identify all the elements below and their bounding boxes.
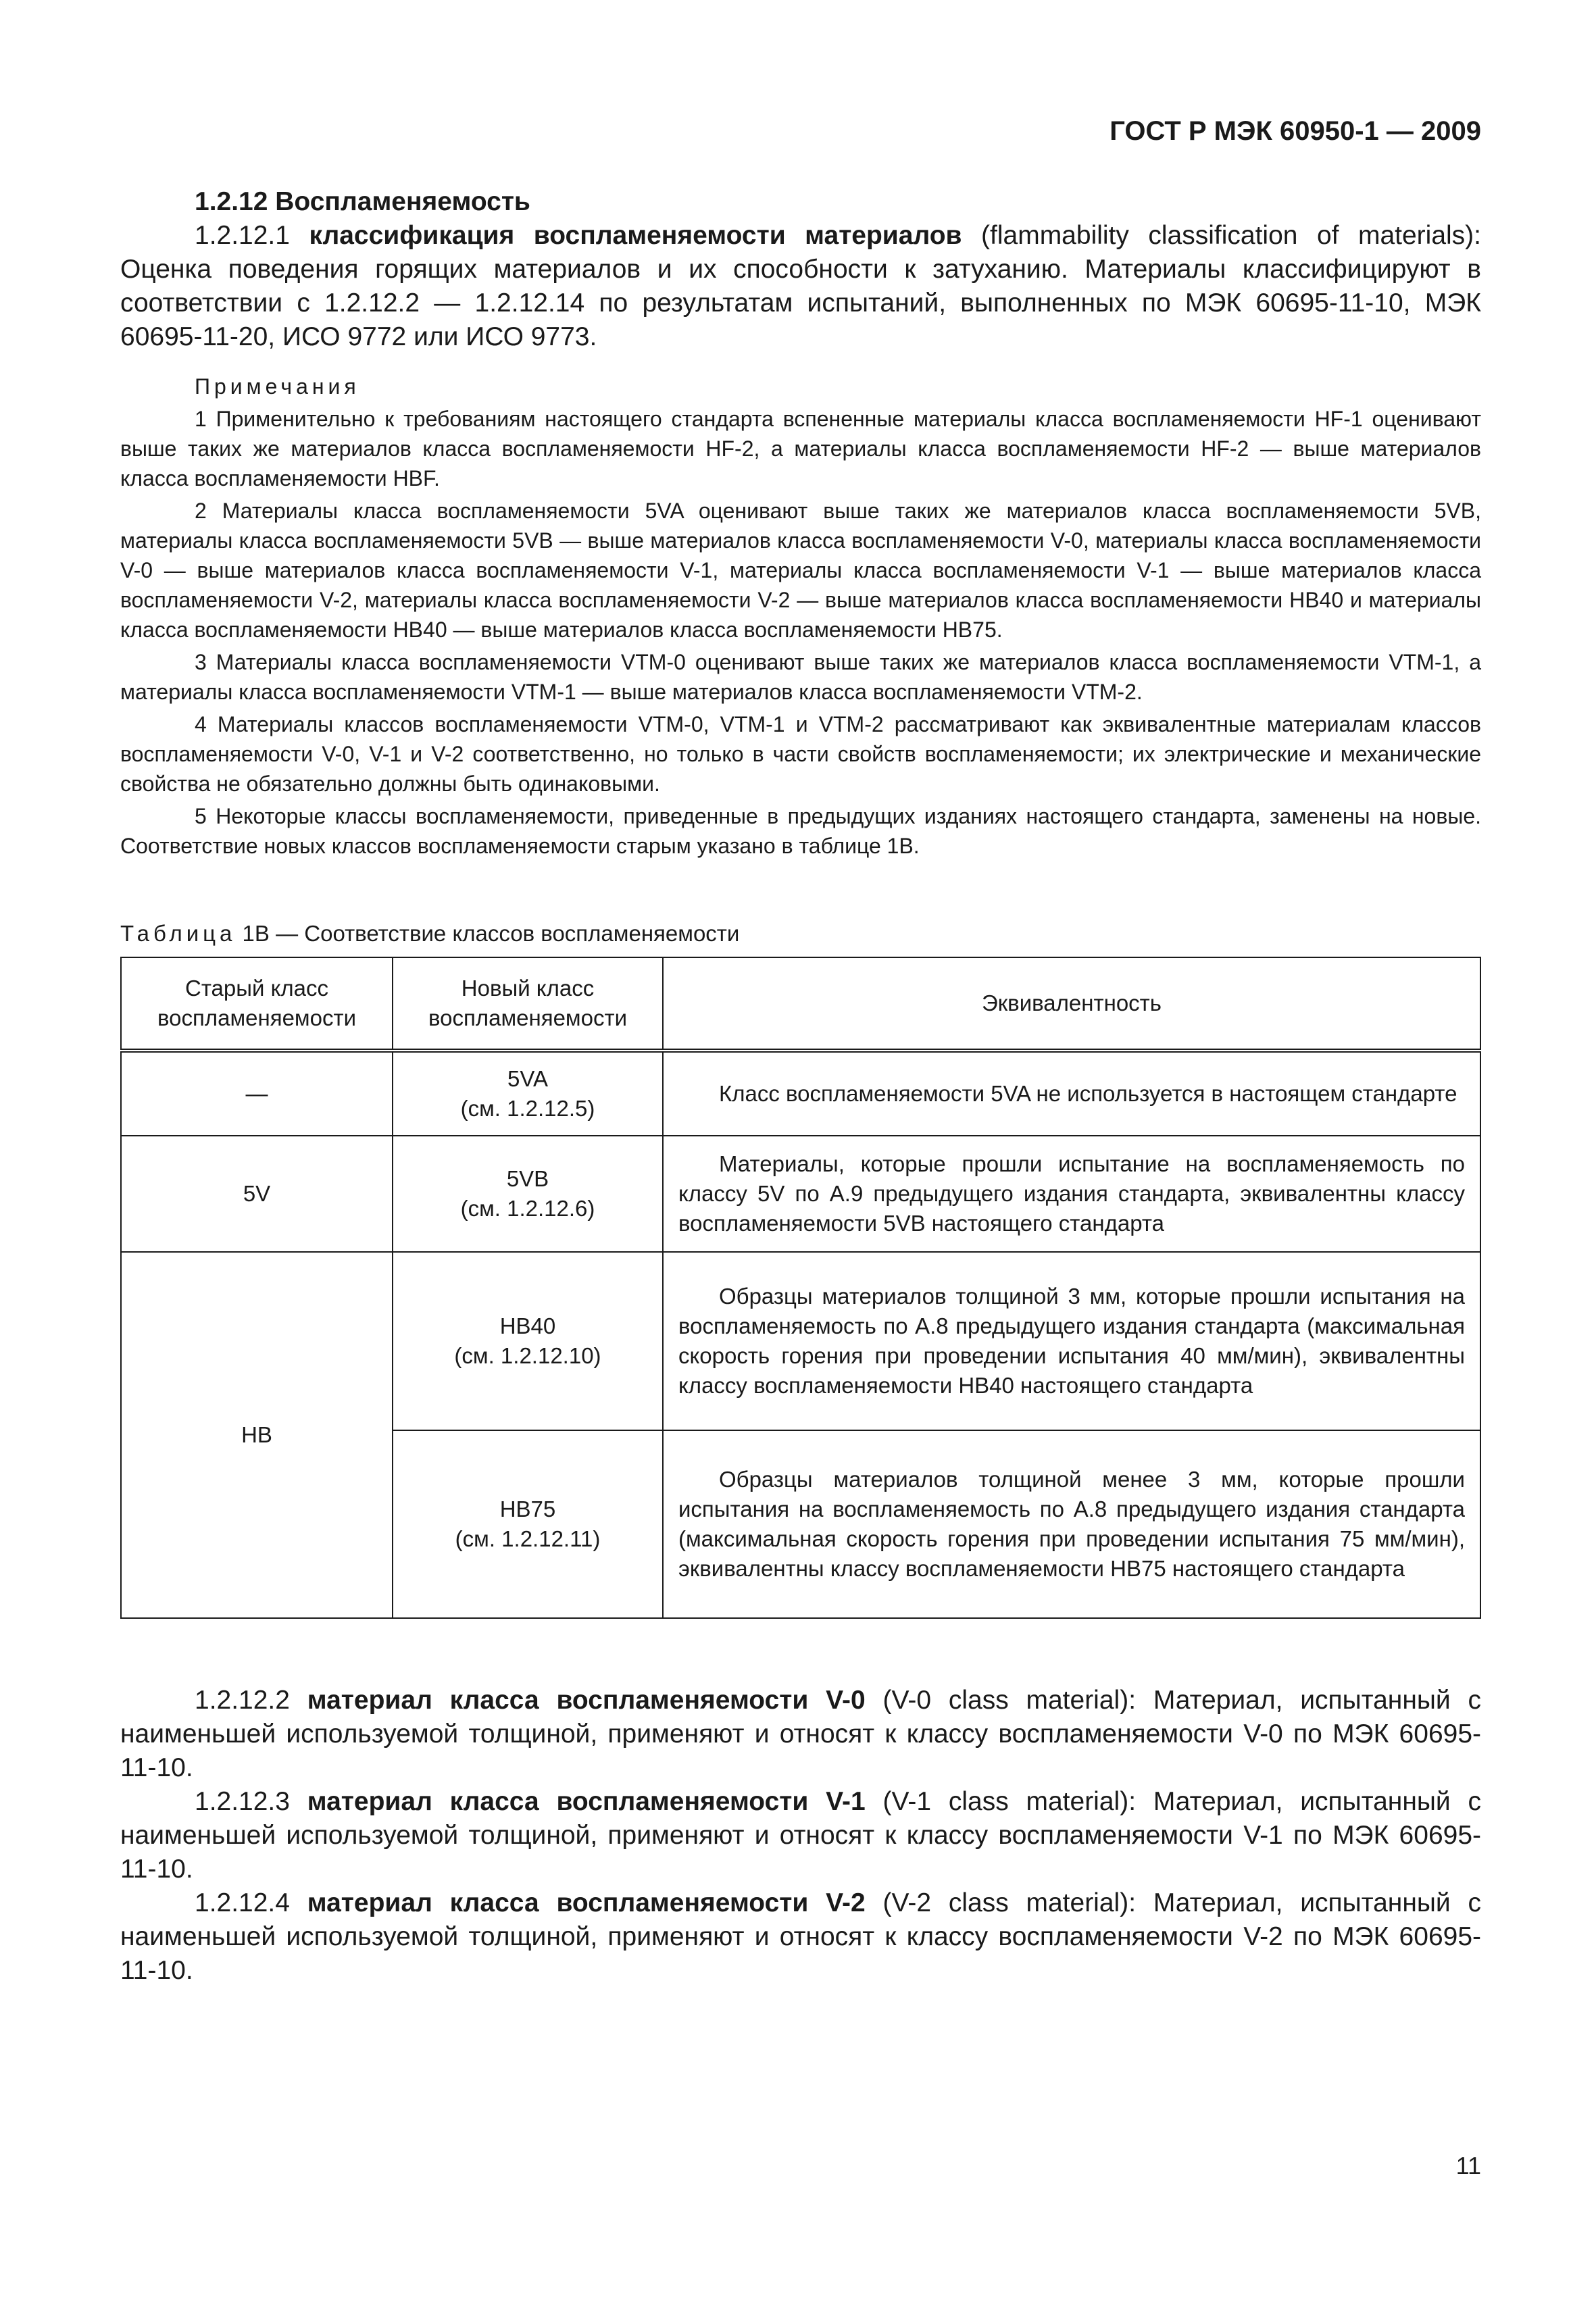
table-caption-head: Таблица — [120, 921, 236, 946]
note-item: 4 Материалы классов воспламеняемости VTM-0, VTM-1 и VTM-2 рассматривают как эквивалентные материалам классов воспламеняемости V-0, V-1 и V-2 соответственно, но только в части свойств воспламеняемости; их электрические и механические свойства не обязательно должны быть одинаковыми. — [120, 712, 1481, 796]
term: материал класса воспламеняемости V-1 — [307, 1787, 866, 1816]
header-equivalence: Эквивалентность — [663, 957, 1480, 1051]
new-class-ref: (см. 1.2.12.5) — [460, 1096, 595, 1121]
note-item: 5 Некоторые классы воспламеняемости, приведенные в предыдущих изданиях настоящего стандарта, заменены на новые. Соответствие новых классов воспламеняемости старым указано в таблице 1B. — [120, 804, 1481, 858]
cell-equivalence: Материалы, которые прошли испытание на воспламеняемость по классу 5V по A.9 предыдущего издания стандарта, эквивалентны классу воспламеняемости 5VB настоящего стандарта — [663, 1136, 1480, 1252]
cell-old-class: — — [121, 1051, 393, 1136]
new-class-name: 5VB — [506, 1166, 549, 1191]
cell-new-class — [393, 1051, 663, 1136]
paragraph-1-2-12-1 — [120, 219, 1481, 354]
cell-equivalence: Образцы материалов толщиной менее 3 мм, которые прошли испытания на воспламеняемость по A.8 предыдущего издания стандарта (максимальная скорость горения при проведении испытания 75 мм/мин), эквивалентны классу воспламеняемости HB75 настоящего стандарта — [663, 1430, 1480, 1618]
cell-new-class — [393, 1136, 663, 1252]
clause-number: 1.2.12.1 — [195, 221, 309, 250]
clause-text: (flammability classification of materials): Оценка поведения горящих материалов и их способности к затуханию. Материалы классифицируют в соответствии с 1.2.12.2 — 1.2.12.14 по результатам испытаний, выполненных по МЭК 60695-11-10, МЭК 60695-11-20, ИСО 9772 или ИСО 9773. — [120, 221, 1481, 351]
cell-old-class: 5V — [121, 1136, 393, 1252]
table-row — [121, 1252, 1480, 1430]
note-item: 3 Материалы класса воспламеняемости VTM-0 оценивают выше таких же материалов класса воспламеняемости VTM-1, а материалы класса воспламеняемости VTM-1 — выше материалов класса воспламеняемости VTM-2. — [120, 650, 1481, 704]
cell-new-class — [393, 1252, 663, 1430]
definitions-block — [120, 1684, 1481, 1988]
table-caption-text: 1B — Соответствие классов воспламеняемости — [236, 921, 740, 946]
new-class-name: HB40 — [499, 1313, 556, 1338]
new-class-ref: (см. 1.2.12.6) — [460, 1196, 595, 1221]
term: материал класса воспламеняемости V-2 — [307, 1888, 866, 1917]
cell-new-class — [393, 1430, 663, 1618]
clause-text: (V-0 class material): Материал, испытанный с наименьшей используемой толщиной, применяют и относят к классу воспламеняемости V-0 по МЭК 60695-11-10. — [120, 1686, 1481, 1782]
table-header-row — [121, 957, 1480, 1051]
table-row — [121, 1136, 1480, 1252]
term: классификация воспламеняемости материалов — [309, 221, 962, 250]
notes-block — [120, 372, 1481, 861]
table-caption — [120, 919, 1481, 949]
definition-v2 — [120, 1886, 1481, 1988]
clause-text: (V-2 class material): Материал, испытанный с наименьшей используемой толщиной, применяют и относят к классу воспламеняемости V-2 по МЭК 60695-11-10. — [120, 1888, 1481, 1985]
table-row — [121, 1051, 1480, 1136]
cell-equivalence: Класс воспламеняемости 5VA не используется в настоящем стандарте — [663, 1051, 1480, 1136]
note-item: 1 Применительно к требованиям настоящего стандарта вспененные материалы класса воспламеняемости HF-1 оценивают выше таких же материалов класса воспламеняемости HF-2, а материалы класса воспламеняемости HF-2 — выше материалов класса воспламеняемости HBF. — [120, 407, 1482, 491]
definition-v0 — [120, 1684, 1481, 1785]
document-header: ГОСТ Р МЭК 60950-1 — 2009 — [1109, 116, 1481, 146]
new-class-ref: (см. 1.2.12.11) — [455, 1526, 601, 1551]
clause-number: 1.2.12.4 — [195, 1888, 307, 1917]
document-page — [120, 115, 1481, 1988]
term: материал класса воспламеняемости V-0 — [307, 1686, 866, 1715]
page-number: 11 — [1455, 2152, 1481, 2180]
new-class-name: HB75 — [499, 1496, 556, 1521]
note-item: 2 Материалы класса воспламеняемости 5VA оценивают выше таких же материалов класса воспламеняемости 5VB, материалы класса воспламеняемости 5VB — выше материалов класса воспламеняемости V-0, материалы класса воспламеняемости V-0 — выше материалов класса воспламеняемости V-1, материалы класса воспламеняемости V-1 — выше материалов класса воспламеняемости V-2, материалы класса воспламеняемости V-2 — выше материалов класса воспламеняемости HB40 и материалы класса воспламеняемости HB40 — выше материалов класса воспламеняемости HB75. — [120, 499, 1481, 642]
notes-title: Примечания — [195, 374, 360, 399]
header-new-class: Новый класс воспламеняемости — [393, 957, 663, 1051]
new-class-ref: (см. 1.2.12.10) — [454, 1343, 601, 1368]
clause-number: 1.2.12.2 — [195, 1686, 307, 1715]
new-class-name: 5VA — [507, 1066, 548, 1091]
definition-v1 — [120, 1785, 1481, 1886]
section-title: 1.2.12 Воспламеняемость — [195, 187, 530, 216]
clause-number: 1.2.12.3 — [195, 1787, 307, 1816]
header-old-class: Старый класс воспламеняемости — [121, 957, 393, 1051]
cell-equivalence: Образцы материалов толщиной 3 мм, которые прошли испытания на воспламеняемость по A.8 предыдущего издания стандарта (максимальная скорость горения при проведении испытания 40 мм/мин), эквивалентны классу воспламеняемости HB40 настоящего стандарта — [663, 1252, 1480, 1430]
clause-text: (V-1 class material): Материал, испытанный с наименьшей используемой толщиной, применяют и относят к классу воспламеняемости V-1 по МЭК 60695-11-10. — [120, 1787, 1481, 1884]
flammability-table — [120, 957, 1481, 1619]
cell-old-class: HB — [121, 1252, 393, 1618]
